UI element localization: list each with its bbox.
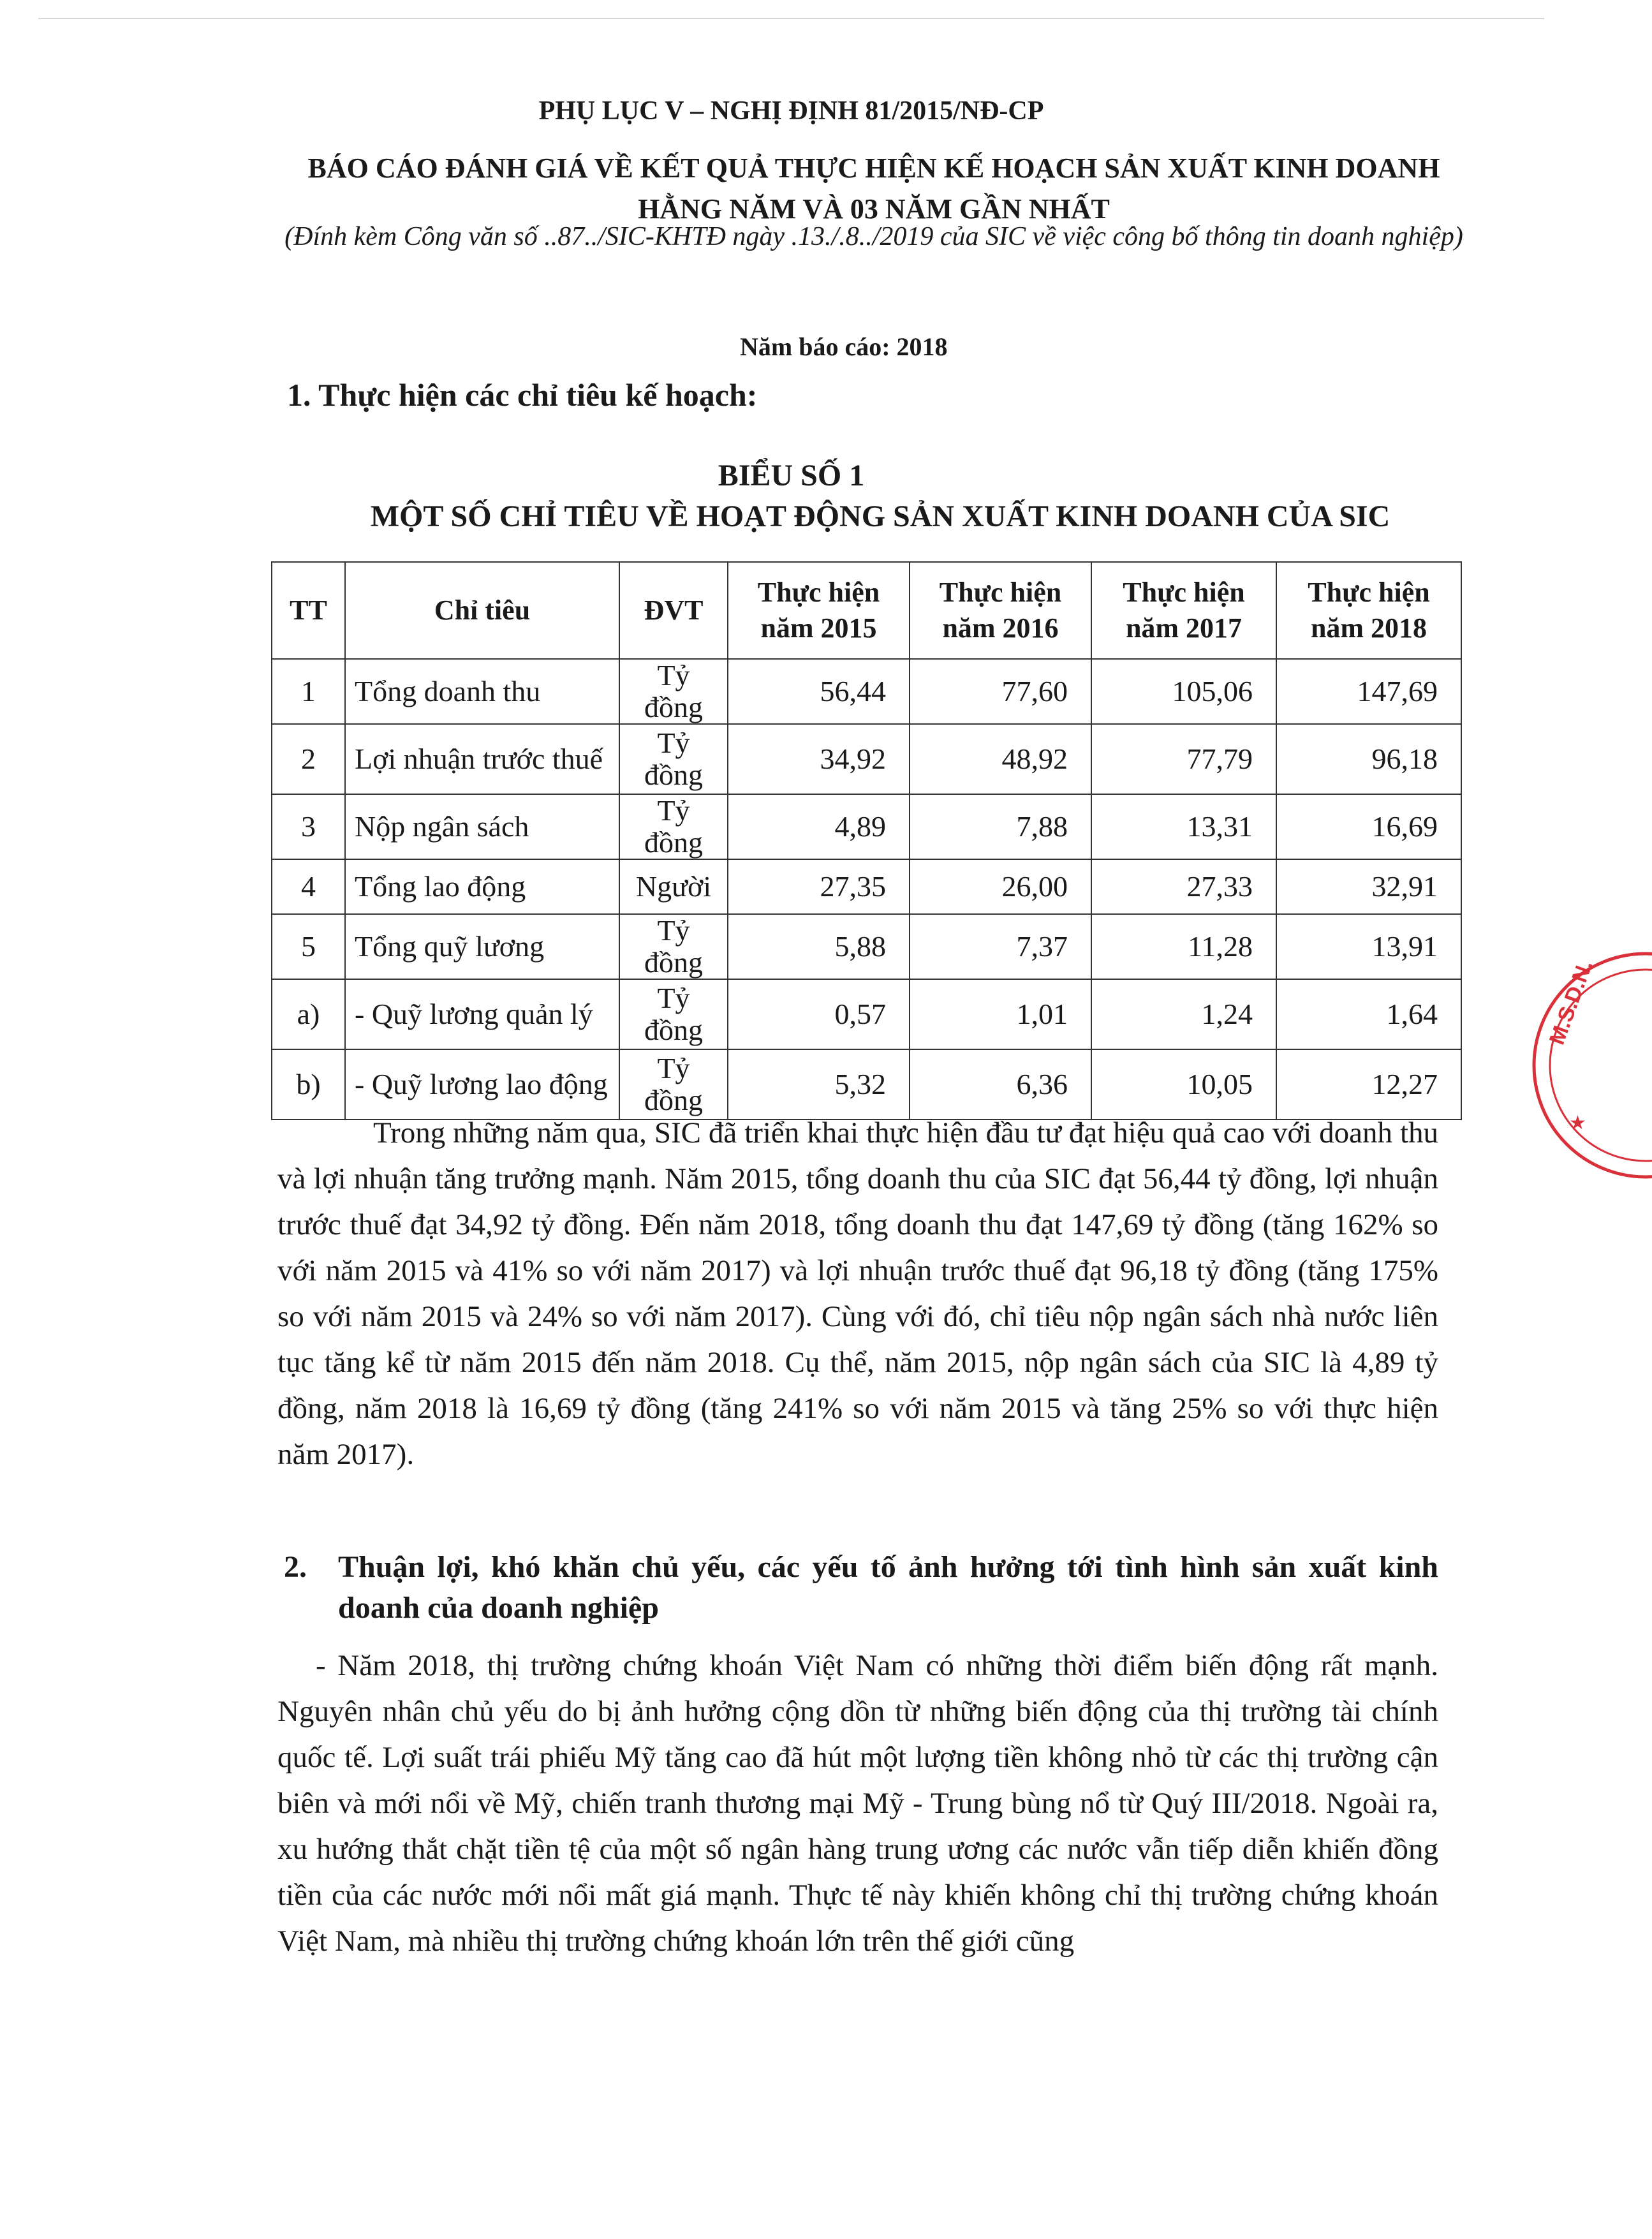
business-indicators-table	[271, 561, 1462, 1120]
table-row	[272, 859, 1461, 914]
col-header-2018: Thực hiện năm 2018	[1276, 562, 1461, 659]
cell-value: 13,31	[1091, 794, 1276, 859]
cell-value: 26,00	[910, 859, 1091, 914]
cell-indicator: Lợi nhuận trước thuế	[345, 724, 619, 794]
table-caption-title: MỘT SỐ CHỈ TIÊU VỀ HOẠT ĐỘNG SẢN XUẤT KINH DOANH CỦA SIC	[370, 499, 1390, 533]
cell-value: 12,27	[1276, 1049, 1461, 1120]
col-header-2017: Thực hiện năm 2017	[1091, 562, 1276, 659]
table-row	[272, 979, 1461, 1049]
cell-value: 0,57	[728, 979, 910, 1049]
cell-indicator: - Quỹ lương quản lý	[345, 979, 619, 1049]
col-header-2016: Thực hiện năm 2016	[910, 562, 1091, 659]
cell-value: 1,24	[1091, 979, 1276, 1049]
cell-value: 27,35	[728, 859, 910, 914]
cell-value: 77,60	[910, 659, 1091, 724]
cell-value: 7,37	[910, 914, 1091, 979]
section-2-heading	[284, 1547, 1438, 1629]
cell-value: 11,28	[1091, 914, 1276, 979]
annex-title: PHỤ LỤC V – NGHỊ ĐỊNH 81/2015/NĐ-CP	[538, 96, 1044, 126]
cell-value: 4,89	[728, 794, 910, 859]
cell-indicator: - Quỹ lương lao động	[345, 1049, 619, 1120]
cell-value: 10,05	[1091, 1049, 1276, 1120]
cell-indicator: Nộp ngân sách	[345, 794, 619, 859]
report-year: Năm báo cáo: 2018	[740, 332, 948, 361]
cell-value: 96,18	[1276, 724, 1461, 794]
col-header-indicator: Chỉ tiêu	[345, 562, 619, 659]
cell-value: 34,92	[728, 724, 910, 794]
paragraph-market: - Năm 2018, thị trường chứng khoán Việt Nam có những thời điểm biến động rất mạnh. Nguyên nhân chủ yếu do bị ảnh hưởng cộng dồn từ những biến động của thị trường tài chính quốc tế. Lợi suất trái phiếu Mỹ tăng cao đã hút một lượng tiền không nhỏ từ các thị trường cận biên và mới nổi về Mỹ, chiến tranh thương mại Mỹ - Trung bùng nổ từ Quý III/2018. Ngoài ra, xu hướng thắt chặt tiền tệ của một số ngân hàng trung ương các nước vẫn tiếp diễn khiến đồng tiền của các nước mới nổi mất giá mạnh. Thực tế này khiến không chỉ thị trường chứng khoán Việt Nam, mà nhiều thị trường chứng khoán lớn trên thế giới cũng	[277, 1649, 1438, 1958]
svg-text:★: ★	[1569, 1112, 1586, 1134]
cell-value: 56,44	[728, 659, 910, 724]
cell-value: 147,69	[1276, 659, 1461, 724]
cell-indicator: Tổng lao động	[345, 859, 619, 914]
cell-value: 7,88	[910, 794, 1091, 859]
cell-value: 5,88	[728, 914, 910, 979]
col-header-tt: TT	[272, 562, 345, 659]
cell-tt: a)	[272, 979, 345, 1049]
table-row	[272, 794, 1461, 859]
cell-unit: Tỷ đồng	[619, 1049, 728, 1120]
cell-tt: 3	[272, 794, 345, 859]
cell-value: 5,32	[728, 1049, 910, 1120]
table-caption-number: BIỂU SỐ 1	[718, 459, 865, 492]
cell-unit: Tỷ đồng	[619, 979, 728, 1049]
cell-unit: Tỷ đồng	[619, 794, 728, 859]
table-row	[272, 1049, 1461, 1120]
cell-tt: 5	[272, 914, 345, 979]
company-seal-stamp	[1524, 944, 1652, 1186]
cell-value: 1,01	[910, 979, 1091, 1049]
scan-top-edge	[38, 18, 1544, 19]
cell-value: 27,33	[1091, 859, 1276, 914]
cell-value: 77,79	[1091, 724, 1276, 794]
cell-value: 32,91	[1276, 859, 1461, 914]
section-2-title: Thuận lợi, khó khăn chủ yếu, các yếu tố ảnh hưởng tới tình hình sản xuất kinh doanh của doanh nghiệp	[338, 1550, 1438, 1625]
table-header-row	[272, 562, 1461, 659]
report-title: BÁO CÁO ĐÁNH GIÁ VỀ KẾT QUẢ THỰC HIỆN KẾ HOẠCH SẢN XUẤT KINH DOANH HẰNG NĂM VÀ 03 NĂM GẦN NHẤT	[307, 152, 1440, 225]
table-row	[272, 914, 1461, 979]
cell-unit: Tỷ đồng	[619, 914, 728, 979]
table-row	[272, 659, 1461, 724]
cell-unit: Tỷ đồng	[619, 659, 728, 724]
cell-tt: 2	[272, 724, 345, 794]
cell-unit: Người	[619, 859, 728, 914]
cell-value: 105,06	[1091, 659, 1276, 724]
cell-value: 16,69	[1276, 794, 1461, 859]
cell-unit: Tỷ đồng	[619, 724, 728, 794]
col-header-unit: ĐVT	[619, 562, 728, 659]
section-2-number: 2.	[284, 1550, 307, 1584]
table-row	[272, 724, 1461, 794]
cell-tt: 4	[272, 859, 345, 914]
cell-value: 1,64	[1276, 979, 1461, 1049]
paragraph-results: Trong những năm qua, SIC đã triển khai thực hiện đầu tư đạt hiệu quả cao với doanh thu và lợi nhuận tăng trưởng mạnh. Năm 2015, tổng doanh thu của SIC đạt 56,44 tỷ đồng, lợi nhuận trước thuế đạt 34,92 tỷ đồng. Đến năm 2018, tổng doanh thu đạt 147,69 tỷ đồng (tăng 162% so với năm 2015 và 41% so với năm 2017) và lợi nhuận trước thuế đạt 96,18 tỷ đồng (tăng 175% so với năm 2015 và 24% so với năm 2017). Cùng với đó, chỉ tiêu nộp ngân sách nhà nước liên tục tăng kể từ năm 2015 đến năm 2018. Cụ thể, năm 2015, nộp ngân sách của SIC là 4,89 tỷ đồng, năm 2018 là 16,69 tỷ đồng (tăng 241% so với năm 2015 và tăng 25% so với thực hiện năm 2017).	[277, 1116, 1438, 1471]
section-1-heading: 1. Thực hiện các chỉ tiêu kế hoạch:	[287, 377, 758, 413]
cell-value: 6,36	[910, 1049, 1091, 1120]
col-header-2015: Thực hiện năm 2015	[728, 562, 910, 659]
svg-text:M.S.D.N.: M.S.D.N.	[1544, 957, 1598, 1048]
attachment-note: (Đính kèm Công văn số ..87../SIC-KHTĐ ngày .13./.8../2019 của SIC về việc công bố thông tin doanh nghiệp)	[284, 222, 1463, 251]
cell-value: 13,91	[1276, 914, 1461, 979]
cell-indicator: Tổng doanh thu	[345, 659, 619, 724]
cell-tt: 1	[272, 659, 345, 724]
cell-tt: b)	[272, 1049, 345, 1120]
cell-indicator: Tổng quỹ lương	[345, 914, 619, 979]
cell-value: 48,92	[910, 724, 1091, 794]
